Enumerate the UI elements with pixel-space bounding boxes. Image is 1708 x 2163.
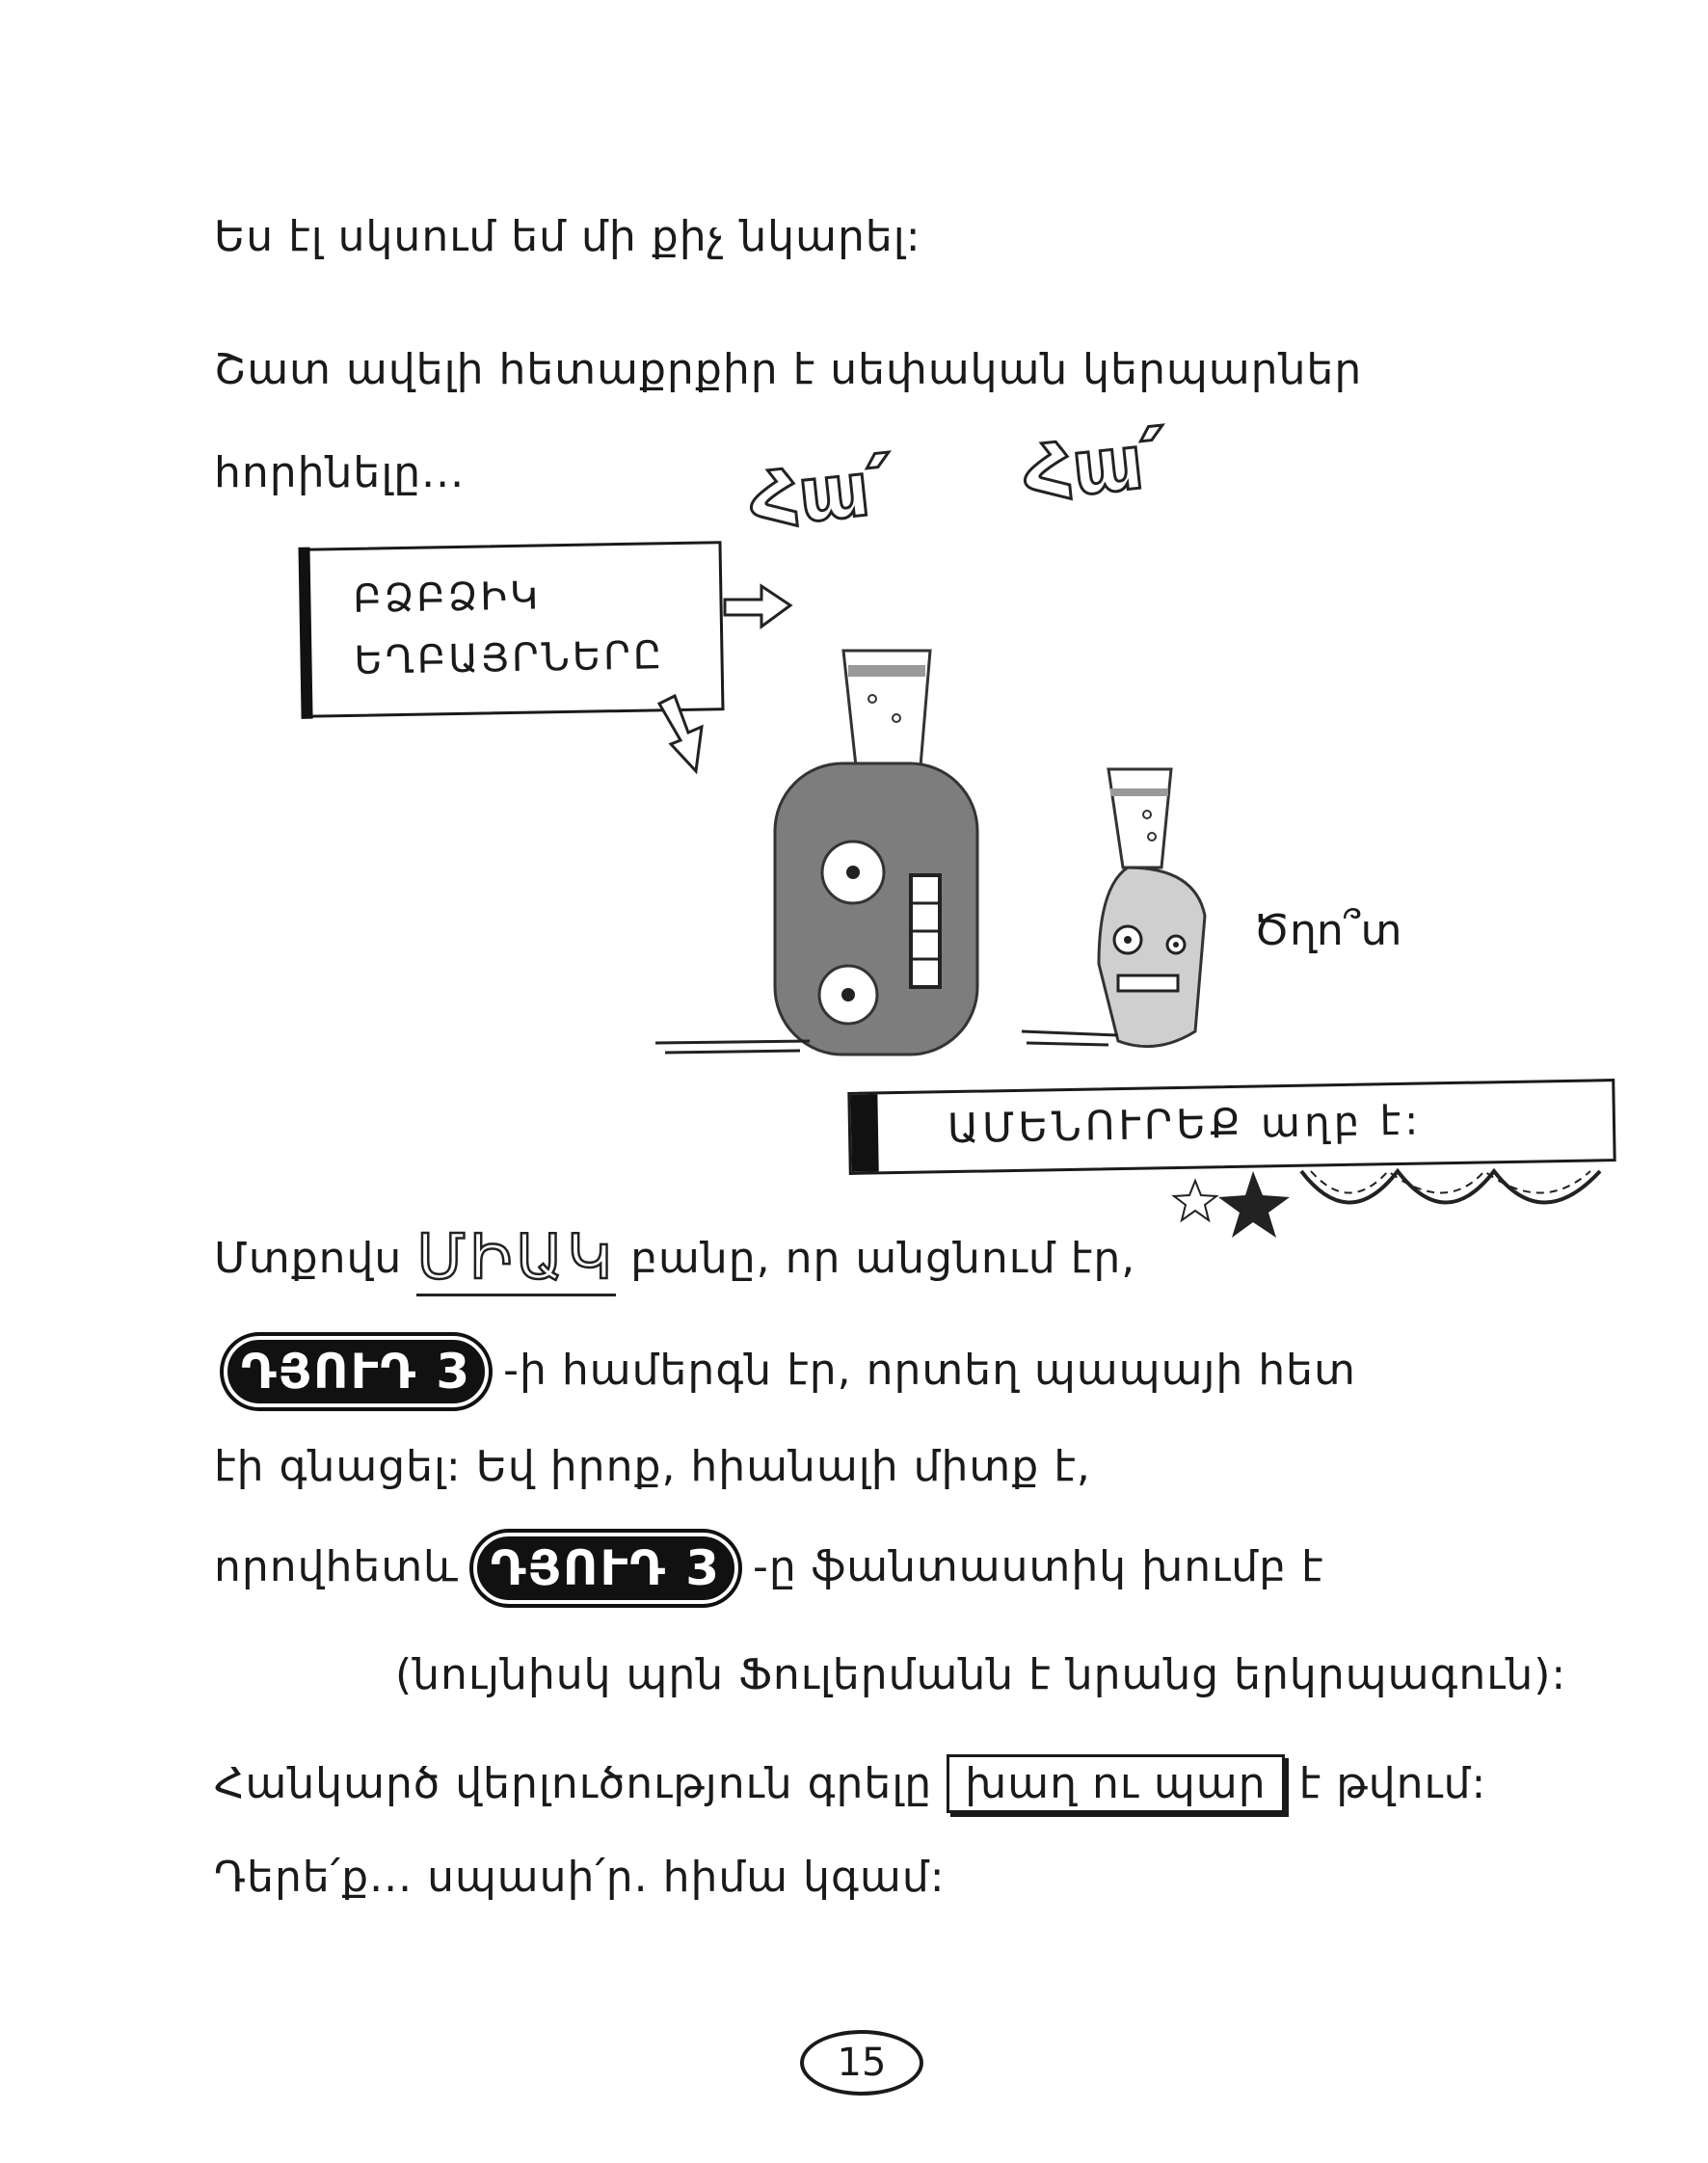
line7-post: -ը ֆանտաստիկ խումբ է — [753, 1542, 1324, 1591]
small-robot-name: Ծղո՞տ — [1253, 906, 1402, 955]
banner-text: ԱՄԵՆՈՒՐԵՔ աղբ է: — [947, 1096, 1423, 1153]
haha-text-1: Հա՛ — [745, 443, 897, 546]
piece-of-cake-box: խաղ ու պար — [947, 1754, 1284, 1813]
big-robot-figure — [655, 651, 977, 1055]
line9-pre: Հանկարծ վերլուծություն գրելը — [214, 1759, 933, 1808]
text-line-6: էի գնացել: Եվ իրոք, հիանալի միտք է, — [214, 1442, 1091, 1491]
small-robot-figure — [1022, 769, 1205, 1047]
text-line-8: (նույնիսկ պրն Ֆուլերմանն է նրանց երկրպագուն): — [395, 1650, 1567, 1699]
line5-post: -ի համերգն էր, որտեղ պապայի հետ — [503, 1346, 1356, 1395]
arrow-down-icon — [659, 696, 702, 771]
line7-pre: որովհետև — [214, 1542, 459, 1591]
banner-bar — [850, 1094, 878, 1171]
text-line-5 — [224, 1336, 1356, 1407]
only-word-outlined: ՄԻԱԿ — [416, 1222, 616, 1296]
text-line-4 — [214, 1222, 1135, 1296]
label-line-2: ԵՂԲԱՅՐՆԵՐԸ — [354, 633, 665, 683]
everywhere-trash-banner — [847, 1079, 1615, 1175]
band-logo-badge: ԴՅՈՒԴ 3 — [224, 1336, 489, 1407]
bunting-decoration — [1301, 1171, 1600, 1203]
text-line-3: հորինելը... — [214, 448, 466, 497]
text-line-2: Շատ ավելի հետաքրքիր է սեփական կերպարներ — [214, 345, 1363, 394]
band-logo-badge-2: ԴՅՈՒԴ 3 — [473, 1533, 738, 1604]
text-line-1: Ես էլ սկսում եմ մի քիչ նկարել: — [214, 212, 921, 261]
label-line-1: ԲՁԲՁԻԿ — [353, 574, 542, 622]
text-line-9 — [214, 1754, 1486, 1813]
page-number: 15 — [800, 2030, 923, 2096]
arrow-right-icon — [725, 586, 790, 627]
line4-post: բանը, որ անցնում էր, — [630, 1234, 1136, 1283]
line9-post: է թվում: — [1298, 1759, 1487, 1808]
haha-text-2: Հա՛ — [1019, 416, 1171, 519]
star-decoration-icon — [1174, 1171, 1290, 1238]
text-line-7 — [214, 1533, 1324, 1604]
text-line-10: Դերե՛ք... սպասի՛ր. հիմա կգամ: — [214, 1853, 946, 1902]
line4-pre: Մտքովս — [214, 1234, 403, 1283]
